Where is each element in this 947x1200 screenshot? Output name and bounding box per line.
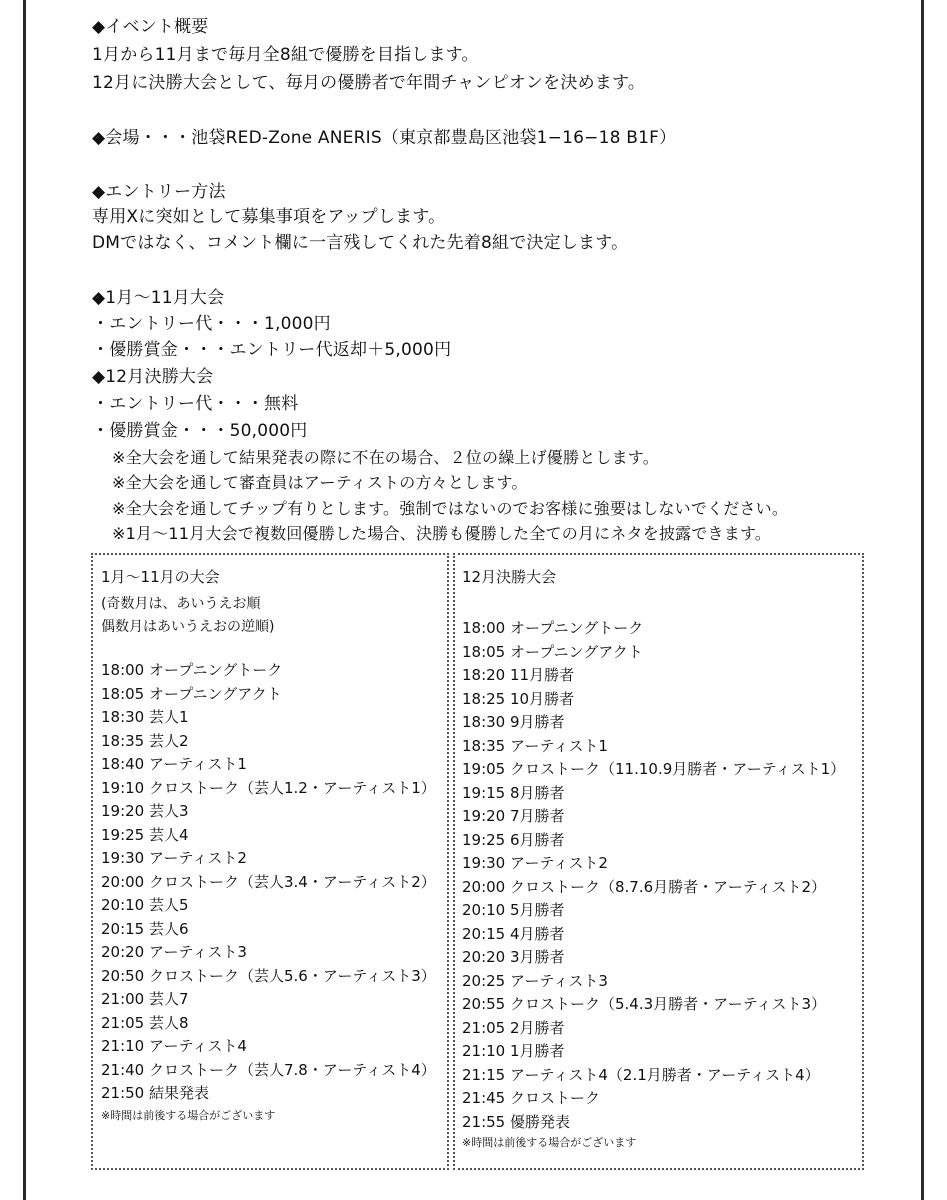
overview-line-1: 1月から11月まで毎月全8組で優勝を目指します。: [92, 45, 479, 65]
monthly-schedule-row: 20:50 クロストーク（芸人5.6・アーティスト3）: [101, 966, 436, 985]
monthly-schedule-row: 19:25 芸人4: [101, 825, 189, 844]
monthly-schedule-title: 1月〜11月の大会: [101, 568, 220, 586]
final-schedule-row: 21:55 優勝発表: [462, 1112, 570, 1131]
note-1: ※全大会を通して結果発表の際に不在の場合、２位の繰上げ優勝とします。: [112, 448, 659, 467]
final-schedule-row: 20:20 3月勝者: [462, 948, 565, 966]
final-prize: ・優勝賞金・・・50,000円: [92, 421, 308, 441]
monthly-schedule-row: 21:50 結果発表: [101, 1084, 209, 1102]
monthly-schedule-note: ※時間は前後する場合がございます: [101, 1109, 276, 1122]
final-schedule-row: 20:10 5月勝者: [462, 901, 565, 919]
overview-line-2: 12月に決勝大会として、毎月の優勝者で年間チャンピオンを決めます。: [92, 73, 646, 93]
monthly-schedule-sub-1: (奇数月は、あいうえお順: [101, 596, 261, 612]
monthly-fee: ・エントリー代・・・1,000円: [92, 314, 331, 334]
final-schedule-row: 19:30 アーティスト2: [462, 854, 608, 872]
final-schedule-row: 18:20 11月勝者: [462, 666, 575, 684]
final-schedule-note: ※時間は前後する場合がございます: [462, 1136, 637, 1149]
final-schedule-row: 19:25 6月勝者: [462, 830, 565, 849]
final-schedule-row: 18:00 オープニングトーク: [462, 619, 644, 637]
monthly-schedule-row: 21:10 アーティスト4: [101, 1037, 247, 1055]
note-2: ※全大会を通して審査員はアーティストの方々とします。: [112, 473, 528, 492]
final-schedule-row: 19:20 7月勝者: [462, 807, 565, 825]
final-schedule-row: 20:00 クロストーク（8.7.6月勝者・アーティスト2）: [462, 877, 827, 896]
monthly-heading: ◆1月〜11月大会: [92, 288, 225, 308]
entry-heading: ◆エントリー方法: [92, 182, 226, 202]
entry-line-1: 専用Xに突如として募集事項をアップします。: [92, 207, 446, 227]
final-schedule-row: 19:05 クロストーク（11.10.9月勝者・アーティスト1）: [462, 760, 846, 778]
monthly-schedule-row: 18:40 アーティスト1: [101, 755, 247, 773]
final-schedule-row: 19:15 8月勝者: [462, 783, 565, 802]
final-schedule-row: 20:55 クロストーク（5.4.3月勝者・アーティスト3）: [462, 995, 827, 1013]
final-schedule-row: 21:10 1月勝者: [462, 1042, 565, 1060]
monthly-schedule-row: 20:15 芸人6: [101, 919, 189, 938]
monthly-schedule-row: 21:05 芸人8: [101, 1013, 189, 1032]
venue-text: ◆会場・・・池袋RED-Zone ANERIS（東京都豊島区池袋1−16−18 B1F）: [92, 128, 677, 148]
monthly-prize: ・優勝賞金・・・エントリー代返却＋5,000円: [92, 340, 452, 360]
monthly-schedule-row: 18:30 芸人1: [101, 708, 189, 726]
final-schedule-row: 18:25 10月勝者: [462, 689, 575, 708]
overview-heading: ◆イベント概要: [92, 17, 209, 37]
monthly-schedule-sub-2: 偶数月はあいうえおの逆順): [101, 619, 275, 635]
final-schedule-title: 12月決勝大会: [462, 568, 557, 586]
final-schedule-row: 21:05 2月勝者: [462, 1018, 565, 1037]
final-schedule-row: 21:15 アーティスト4（2.1月勝者・アーティスト4）: [462, 1065, 820, 1084]
left-border-rule: [23, 0, 26, 1200]
final-fee: ・エントリー代・・・無料: [92, 394, 299, 414]
monthly-schedule-row: 18:00 オープニングトーク: [101, 661, 283, 679]
note-4: ※1月〜11月大会で複数回優勝した場合、決勝も優勝した全ての月にネタを披露できます。: [112, 524, 772, 543]
final-schedule-row: 18:30 9月勝者: [462, 713, 565, 731]
monthly-schedule-row: 18:05 オープニングアクト: [101, 684, 282, 703]
final-heading: ◆12月決勝大会: [92, 367, 214, 387]
monthly-schedule-row: 20:00 クロストーク（芸人3.4・アーティスト2）: [101, 872, 436, 891]
final-schedule-row: 20:25 アーティスト3: [462, 971, 608, 990]
final-schedule-row: 18:05 オープニングアクト: [462, 642, 643, 661]
note-3: ※全大会を通してチップ有りとします。強制ではないのでお客様に強要はしないでください。: [112, 499, 789, 518]
monthly-schedule-row: 19:30 アーティスト2: [101, 849, 247, 867]
entry-line-2: DMではなく、コメント欄に一言残してくれた先着8組で決定します。: [92, 233, 629, 253]
right-border-rule: [921, 0, 924, 1200]
monthly-schedule-row: 20:20 アーティスト3: [101, 943, 247, 961]
monthly-schedule-row: 19:20 芸人3: [101, 802, 189, 820]
final-schedule-row: 18:35 アーティスト1: [462, 736, 608, 755]
monthly-schedule-row: 19:10 クロストーク（芸人1.2・アーティスト1）: [101, 778, 436, 797]
monthly-schedule-row: 20:10 芸人5: [101, 896, 189, 914]
monthly-schedule-row: 21:40 クロストーク（芸人7.8・アーティスト4）: [101, 1060, 436, 1079]
monthly-schedule-row: 18:35 芸人2: [101, 731, 189, 750]
final-schedule-row: 21:45 クロストーク: [462, 1089, 600, 1107]
final-schedule-row: 20:15 4月勝者: [462, 924, 565, 943]
monthly-schedule-row: 21:00 芸人7: [101, 990, 189, 1008]
